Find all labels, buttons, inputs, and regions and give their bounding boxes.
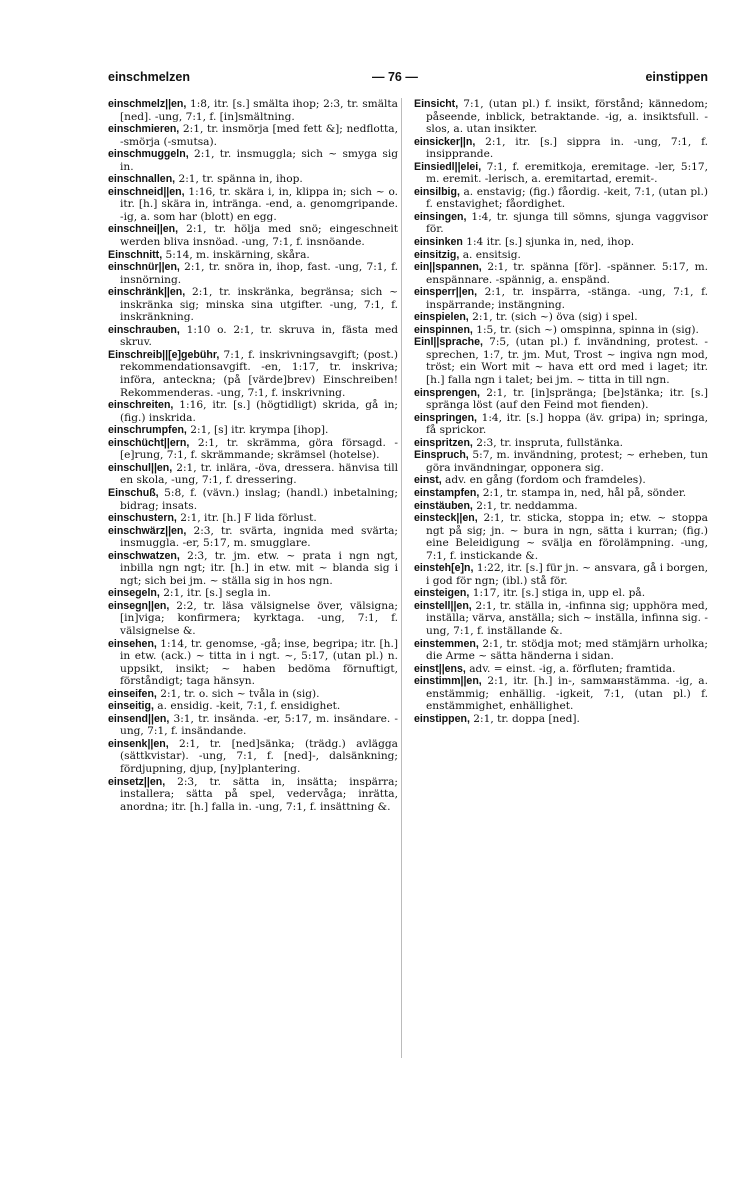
dictionary-entry: [414, 437, 708, 450]
dictionary-entry: [108, 487, 398, 512]
entry-headword: einschnallen,: [108, 173, 176, 186]
dictionary-entry: [414, 249, 708, 262]
entry-headword: Einschnitt,: [108, 248, 163, 261]
dictionary-entry: [108, 424, 398, 437]
entry-definition: 1:4, tr. sjunga till sömns, sjunga vaggvisor för.: [426, 210, 708, 236]
entry-headword: einspritzen,: [414, 436, 473, 449]
entry-definition: a. ensidig. -keit, 7:1, f. ensidighet.: [157, 700, 341, 713]
entry-definition: 7:5, (utan pl.) f. invändning, protest. -sprechen, 1:7, tr. jm. Mut, Trost ~ ingiva ngn mod, tröst; ein Wort mit ~ hava ett ord med i laget; itr. [h.] falla ngn i talet; bei jm. ~ titta in till ngn.: [426, 336, 708, 387]
entry-headword: einschneid||en,: [108, 185, 185, 198]
entry-definition: 5:14, m. inskärning, skåra.: [165, 248, 310, 261]
dictionary-entry: [414, 600, 708, 638]
entry-definition: 1:4, itr. [s.] hoppa (äv. gripa) in; springa, få sprickor.: [426, 411, 709, 437]
entry-headword: Einsicht,: [414, 98, 459, 110]
dictionary-entry: [414, 713, 708, 726]
dictionary-entry: [108, 249, 398, 262]
entry-headword: Einschreib||[e]gebühr,: [108, 348, 220, 361]
entry-definition: 1:22, itr. [s.] für jn. ~ ansvara, gå i borgen, i god för ngn; (ibl.) stå för.: [426, 562, 709, 587]
entry-headword: einschnür||en,: [108, 261, 180, 274]
dictionary-entry: [414, 587, 708, 600]
dictionary-entry: [108, 261, 398, 286]
running-header: [108, 64, 708, 86]
entry-definition: 2:1, itr. [s.] segla in.: [163, 587, 271, 600]
entry-definition: 2:3, tr. inspruta, fullstänka.: [476, 436, 624, 449]
entry-headword: Einschuß,: [108, 486, 159, 499]
dictionary-entry: [108, 148, 398, 173]
entry-headword: einstell||en,: [414, 599, 472, 612]
dictionary-entry: [414, 161, 708, 186]
entry-headword: einschul||en,: [108, 461, 173, 474]
dictionary-entry: [108, 713, 398, 738]
entry-headword: einschrumpfen,: [108, 424, 187, 437]
entry-headword: einstäuben,: [414, 499, 473, 512]
entry-headword: Einsiedl||elei,: [414, 160, 482, 173]
entry-headword: einsperr||en,: [414, 286, 478, 299]
dictionary-entry: [414, 261, 708, 286]
dictionary-entry: [414, 387, 708, 412]
entry-headword: einsinken: [414, 236, 463, 249]
entry-headword: einsenk||en,: [108, 737, 169, 750]
dictionary-entry: [414, 512, 708, 562]
entry-definition: 2:1, tr. snöra in, ihop, fast. -ung, 7:1, f. insnörning.: [120, 261, 399, 286]
entry-headword: einschwärz||en,: [108, 524, 187, 537]
dictionary-entry: [414, 286, 708, 311]
entry-headword: einschücht||ern,: [108, 436, 190, 449]
entry-definition: 2:2, tr. läsa välsignelse över, välsigna; [in]viga; konfirmera; kyrktaga. -ung, 7:1, f. välsignelse &.: [120, 599, 398, 637]
entry-headword: einsteigen,: [414, 587, 470, 600]
right-column: [414, 98, 708, 725]
entry-headword: einst,: [414, 474, 442, 487]
entry-headword: einst||ens,: [414, 662, 466, 675]
entry-headword: einschustern,: [108, 512, 177, 525]
entry-definition: 1:4 itr. [s.] sjunka in, ned, ihop.: [466, 236, 635, 249]
entry-definition: adv. = einst. -ig, a. förfluten; framtida.: [469, 662, 676, 675]
entry-headword: einschränk||en,: [108, 286, 186, 299]
entry-definition: 2:1, tr. insmörja [med fett &]; nedflotta, -smörja (-smutsa).: [120, 123, 398, 148]
entry-definition: 1:5, tr. (sich ~) omspinna, spinna in (sig).: [476, 323, 699, 336]
dictionary-entry: [414, 487, 708, 500]
entry-headword: einsilbig,: [414, 185, 460, 198]
dictionary-entry: [414, 412, 708, 437]
entry-headword: einsingen,: [414, 210, 467, 223]
entry-headword: einschmieren,: [108, 123, 180, 136]
entry-headword: einsteh[e]n,: [414, 562, 474, 575]
entry-definition: 2:1, tr. doppa [ned].: [473, 712, 580, 725]
dictionary-entry: [108, 98, 398, 123]
entry-definition: 2:3, tr. sätta in, insätta; inspärra; installera; sätta på spel, vedervåga; inrätta, anordna; itr. [h.] falla in. -ung, 7:1, f. insättning &.: [120, 775, 398, 813]
entry-definition: 2:1, tr. (sich ~) öva (sig) i spel.: [472, 311, 638, 324]
entry-headword: einschrauben,: [108, 323, 180, 336]
dictionary-entry: [108, 700, 398, 713]
dictionary-entry: [108, 512, 398, 525]
dictionary-entry: [108, 173, 398, 186]
column-gutter: [401, 98, 402, 1058]
entry-definition: 2:1, tr. stampa in, ned, hål på, sönder.: [482, 486, 687, 499]
entry-definition: 2:1, itr. [h.] in-, samманstämma. -ig, a. enstämmig; enhällig. -igkeit, 7:1, (utan pl.) f. enstämmighet, enhällighet.: [426, 675, 708, 713]
entry-definition: 7:1, f. eremitkoja, eremitage. -ler, 5:17, m. eremit. -lerisch, a. eremitartad, eremit-.: [426, 160, 708, 186]
entry-definition: 1:14, tr. genomse, -gå; inse, begripa; itr. [h.] in etw. (ack.) ~ titta in i ngt. ~, 5:17, (utan pl.) n. uppsikt, insikt; ~ haben bedöma förnuftigt, förståndigt; taga hänsyn.: [120, 637, 398, 688]
entry-definition: 2:1, tr. spänna in, ihop.: [178, 173, 303, 186]
entry-headword: einsteck||en,: [414, 512, 478, 525]
entry-headword: einseifen,: [108, 687, 157, 700]
dictionary-entry: [108, 324, 398, 349]
entry-headword: einstampfen,: [414, 486, 480, 499]
dictionary-entry: [108, 638, 398, 688]
entry-definition: 2:1, tr. skrämma, göra försagd. -[e]rung, 7:1, f. skrämmande; skrämsel (hotelse).: [120, 436, 399, 462]
entry-definition: 2:1, itr. [s.] sippra in. -ung, 7:1, f. insipprande.: [426, 135, 708, 161]
dictionary-entry: [108, 587, 398, 600]
dictionary-entry: [108, 286, 398, 324]
dictionary-entry: [108, 738, 398, 776]
dictionary-entry: [414, 474, 708, 487]
dictionary-entry: [108, 399, 398, 424]
dictionary-entry: [108, 437, 398, 462]
dictionary-entry: [414, 98, 708, 136]
entry-headword: einsegn||en,: [108, 599, 170, 612]
dictionary-entry: [414, 311, 708, 324]
dictionary-page: [108, 64, 708, 1064]
dictionary-entry: [108, 462, 398, 487]
entry-definition: 7:1, (utan pl.) f. insikt, förstånd; kännedom; påseende, inblick, betraktande. -ig, a. insiktsfull. -slos, a. utan insikter.: [426, 98, 708, 136]
entry-definition: 2:3, tr. svärta, ingnida med svärta; insmuggla. -er, 5:17, m. smugglare.: [120, 524, 398, 550]
dictionary-entry: [414, 136, 708, 161]
entry-definition: 2:1, tr. hölja med snö; eingeschneit werden bliva insnöad. -ung, 7:1, f. insnöande.: [120, 223, 398, 249]
entry-headword: einschmuggeln,: [108, 148, 189, 161]
entry-definition: 2:1, itr. [h.] F lida förlust.: [180, 512, 317, 525]
page-number: — 76 —: [372, 70, 418, 84]
entry-headword: einspielen,: [414, 311, 469, 324]
entry-definition: 5:8, f. (vävn.) inslag; (handl.) inbetalning; bidrag; insats.: [120, 486, 398, 512]
dictionary-entry: [108, 776, 398, 814]
entry-headword: einsegeln,: [108, 587, 160, 600]
entry-headword: einschwatzen,: [108, 549, 180, 562]
entry-definition: 2:1, [s] itr. krympa [ihop].: [190, 424, 329, 437]
entry-definition: 2:1, tr. [ned]sänka; (trädg.) avlägga (sättkvistar). -ung, 7:1, f. [ned]-, dalsänkning; fördjupning, djup, [ny]plantering.: [120, 737, 398, 775]
entry-definition: 1:8, itr. [s.] smälta ihop; 2:3, tr. smälta [ned]. -ung, 7:1, f. [in]smältning.: [120, 98, 398, 123]
dictionary-entry: [414, 638, 708, 663]
entry-definition: 2:1, tr. ställa in, -infinna sig; upphöra med, inställa; värva, anställa; sich ~ inställa, infinna sig. -ung, 7:1, f. inställande &.: [426, 599, 708, 637]
dictionary-entry: [414, 336, 708, 386]
right-guide-word: einstippen: [645, 70, 708, 84]
dictionary-entry: [414, 562, 708, 587]
dictionary-entry: [108, 186, 398, 224]
entry-headword: einsend||en,: [108, 712, 170, 725]
entry-definition: a. enstavig; (fig.) fåordig. -keit, 7:1, (utan pl.) f. enstavighet; fåordighet.: [426, 185, 708, 211]
entry-headword: einstemmen,: [414, 637, 479, 650]
dictionary-entry: [414, 324, 708, 337]
entry-definition: adv. en gång (fordom och framdeles).: [445, 474, 646, 487]
entry-definition: 1:16, tr. skära i, in, klippa in; sich ~ o. itr. [h.] skära in, inträngа. -end, a. genomgripande. -ig, a. som har (blott) en egg.: [120, 185, 399, 223]
entry-headword: einstimm||en,: [414, 675, 482, 688]
entry-headword: einsetz||en,: [108, 775, 166, 788]
entry-definition: 2:1, tr. inlära, -öva, dressera. hänvisa till en skola, -ung, 7:1, f. dressering.: [120, 461, 398, 487]
dictionary-entry: [108, 223, 398, 248]
entry-headword: einseitig,: [108, 700, 154, 713]
entry-headword: Einl||sprache,: [414, 336, 483, 349]
entry-headword: einsprengen,: [414, 386, 480, 399]
entry-definition: 1:16, itr. [s.] (högtidligt) skrida, gå in; (fig.) inskrida.: [120, 399, 399, 424]
entry-headword: einschreiten,: [108, 399, 174, 412]
entry-headword: einsehen,: [108, 637, 157, 650]
entry-definition: 2:1, tr. inspärra, -stänga. -ung, 7:1, f. inspärrande; instängning.: [426, 286, 709, 311]
entry-headword: Einspruch,: [414, 449, 469, 462]
dictionary-entry: [414, 236, 708, 249]
dictionary-entry: [108, 349, 398, 399]
left-guide-word: einschmelzen: [108, 70, 190, 84]
dictionary-entry: [108, 688, 398, 701]
entry-definition: 2:1, tr. spänna [för]. -spänner. 5:17, m. enspännare. -spännig, a. enspänd.: [426, 261, 708, 286]
entry-headword: ein||spannen,: [414, 261, 482, 274]
dictionary-entry: [414, 663, 708, 676]
entry-definition: 2:1, tr. inskränka, begränsa; sich ~ inskränka sig; minska sina utgifter. -ung, 7:1, f. inskränkning.: [120, 286, 398, 324]
dictionary-entry: [414, 675, 708, 713]
entry-definition: 2:1, tr. sticka, stoppa in; etw. ~ stoppa ngt på sig; jn. ~ bura in ngn, sätta i kurran; (fig.) eine Beleidigung ~ svälja en förolämpning. -ung, 7:1, f. instickande &.: [426, 512, 708, 562]
dictionary-entry: [414, 449, 708, 474]
entry-definition: 1:10 o. 2:1, tr. skruva in, fästa med skruv.: [120, 323, 399, 349]
entry-headword: einsitzig,: [414, 248, 460, 261]
left-column: [108, 98, 398, 813]
entry-headword: einschmelz||en,: [108, 98, 187, 110]
entry-headword: einschnei||en,: [108, 223, 179, 236]
entry-definition: 2:3, tr. jm. etw. ~ prata i ngn ngt, inbilla ngn ngt; itr. [h.] in etw. mit ~ blanda sig i ngt; sich bei jm. ~ ställa sig in hos ngn.: [120, 549, 399, 587]
dictionary-entry: [414, 211, 708, 236]
entry-definition: 2:1, tr. o. sich ~ tvåla in (sig).: [160, 687, 320, 700]
dictionary-entry: [414, 186, 708, 211]
dictionary-entry: [108, 123, 398, 148]
entry-headword: einsicker||n,: [414, 135, 476, 148]
entry-definition: 2:1, tr. neddamma.: [476, 499, 578, 512]
entry-headword: einspringen,: [414, 411, 477, 424]
entry-definition: 3:1, tr. insända. -er, 5:17, m. insändare. -ung, 7:1, f. insändande.: [120, 712, 398, 738]
dictionary-entry: [414, 500, 708, 513]
dictionary-entry: [108, 525, 398, 550]
entry-definition: a. ensitsig.: [462, 248, 521, 261]
dictionary-entry: [108, 600, 398, 638]
entry-definition: 7:1, f. inskrivningsavgift; (post.) rekommendationsavgift. -en, 1:17, tr. inskriva; införa, anteckna; (på [värde]brev) Einschreiben! Rekommenderas. -ung, 7:1, f. inskrivning.: [120, 348, 398, 399]
entry-headword: einstippen,: [414, 712, 470, 725]
entry-definition: 2:1, tr. insmuggla; sich ~ smyga sig in.: [120, 148, 399, 173]
entry-headword: einspinnen,: [414, 323, 473, 336]
entry-definition: 2:1, tr. stödja mot; med stämjärn urholka; die Arme ~ sätta händerna i sidan.: [426, 637, 708, 663]
entry-definition: 5:7, m. invändning, protest; ~ erheben, tun göra invändningar, opponera sig.: [426, 449, 708, 474]
entry-definition: 2:1, tr. [in]spränga; [be]stänka; itr. [s.] spränga löst (auf den Feind mot fienden).: [426, 386, 708, 412]
dictionary-entry: [108, 550, 398, 588]
entry-definition: 1:17, itr. [s.] stiga in, upp el. på.: [472, 587, 646, 600]
